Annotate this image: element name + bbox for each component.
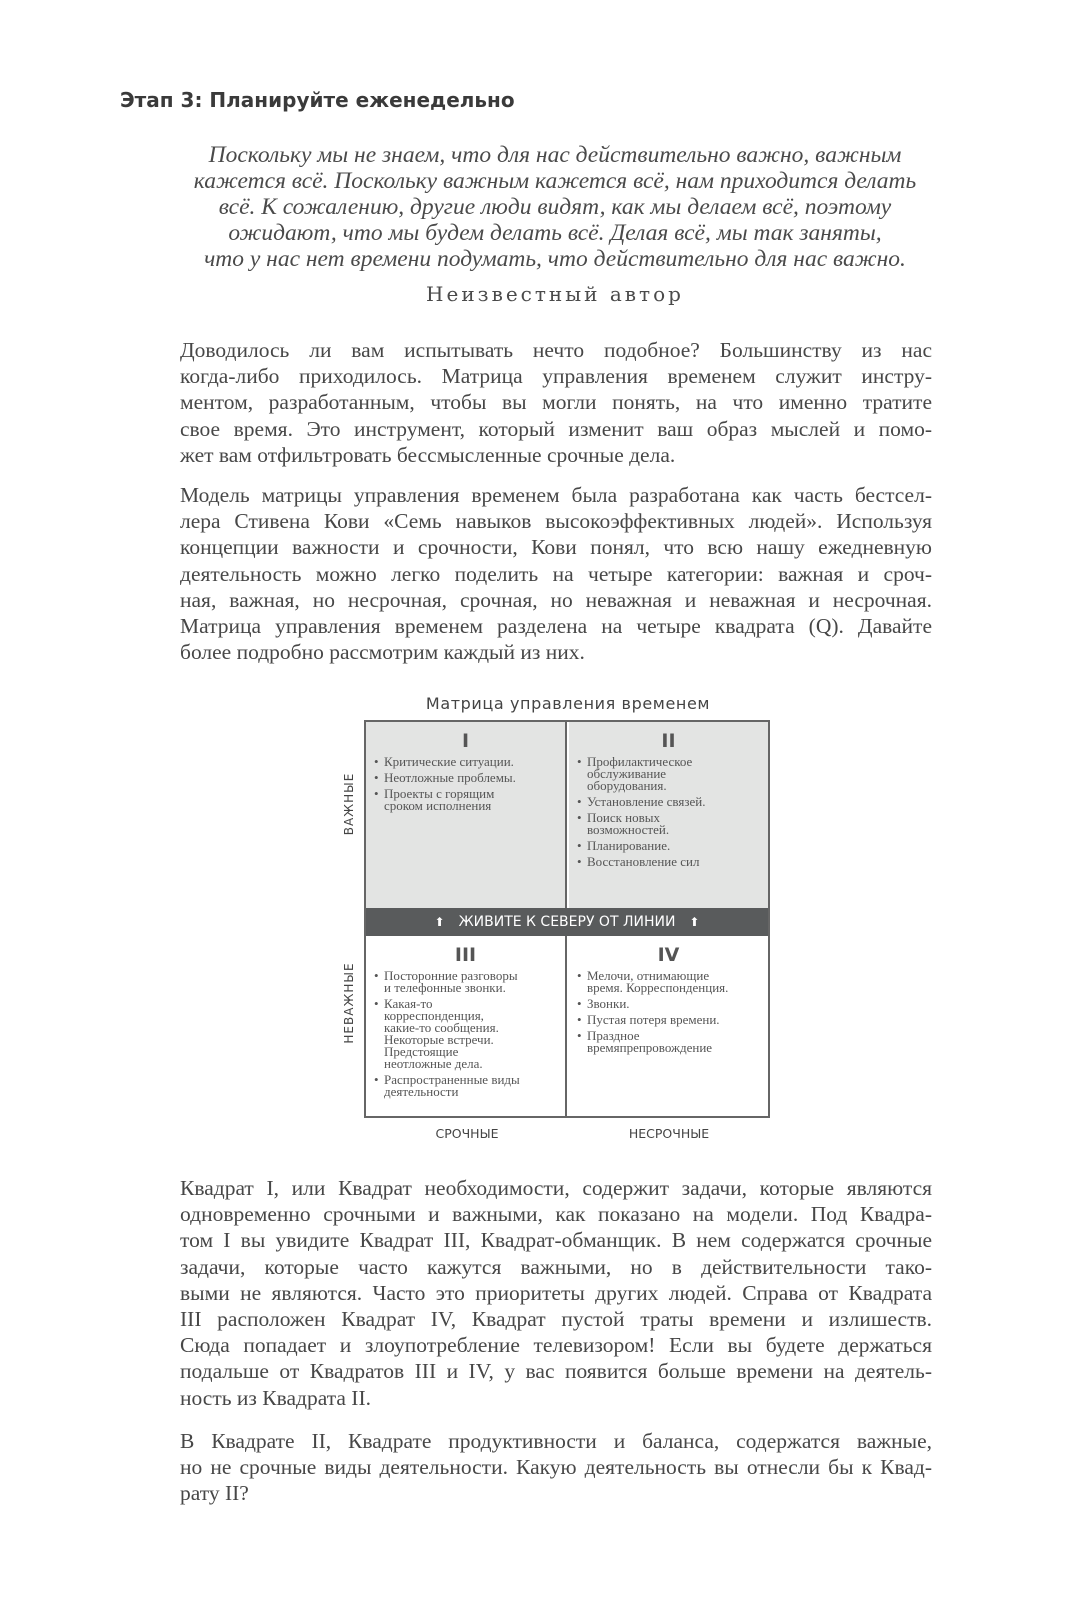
quadrant-number: I (461, 730, 470, 752)
quadrant-item: • Праздное времяпрепровождение (577, 1030, 762, 1054)
paragraph-line: концепции важности и срочности, Кови понял, что всю нашу ежедневную (180, 535, 932, 560)
matrix-title: Матрица управления временем (425, 694, 711, 713)
quadrant-item: • Распространенные виды деятельности (374, 1074, 559, 1098)
epigraph-line: всё. К сожалению, другие люди видят, как мы делаем всё, поэтому (218, 194, 892, 220)
paragraph-line: рату II? (180, 1481, 249, 1506)
quadrant-1 (366, 722, 567, 908)
quadrant-list (569, 756, 768, 868)
quadrant-item: • Пустая потеря времени. (577, 1014, 762, 1026)
col-label-not-urgent: НЕСРОЧНЫЕ (628, 1126, 710, 1141)
paragraph-line: но не срочные виды деятельности. Какую деятельность вы отнесли бы к Квад- (180, 1455, 932, 1480)
paragraph-1 (180, 337, 932, 468)
quadrant-number: II (661, 730, 676, 752)
epigraph (160, 142, 950, 272)
paragraph-line: лера Стивена Кови «Семь навыков высокоэффективных людей». Используя (180, 509, 932, 534)
quadrant-item: • Какая-то корреспонденция, какие-то сообщения. Некоторые встречи. Предстоящие неотложные дела. (374, 998, 559, 1070)
paragraph-line: жет вам отфильтровать бессмысленные срочные дела. (180, 442, 676, 467)
paragraph-line: Квадрат I, или Квадрат необходимости, содержит задачи, которые являются (180, 1176, 932, 1200)
quadrant-item: • Критические ситуации. (374, 756, 559, 768)
paragraph-line: свое время. Это инструмент, который изменит ваш образ мыслей и помо- (180, 416, 932, 441)
paragraph-line: В Квадрате II, Квадрате продуктивности и баланса, содержатся важные, (180, 1429, 932, 1453)
quadrant-list (366, 756, 565, 812)
quadrant-3 (366, 936, 567, 1116)
quadrant-list (569, 970, 768, 1054)
quadrant-list (366, 970, 565, 1098)
epigraph-line: кажется всё. Поскольку важным кажется всё, нам приходится делать (193, 168, 917, 194)
quadrant-item: • Проекты с горящим сроком исполнения (374, 788, 559, 812)
quadrant-item: • Профилактическое обслуживание оборудования. (577, 756, 762, 792)
paragraph-line: Матрица управления временем разделена на четыре квадрата (Q). Давайте (180, 614, 932, 639)
arrow-up-icon: ⬆ (689, 915, 700, 929)
paragraph-line: том I вы увидите Квадрат III, Квадрат-обманщик. В нем содержатся срочные (180, 1228, 932, 1253)
quadrant-item: • Поиск новых возможностей. (577, 812, 762, 836)
paragraph-line: Сюда попадает и злоупотребление телевизором! Если вы будете держаться (180, 1333, 932, 1358)
paragraph-2 (180, 482, 932, 665)
quadrant-2 (569, 722, 768, 908)
quadrant-item: • Установление связей. (577, 796, 762, 808)
quadrant-item: • Планирование. (577, 840, 762, 852)
paragraph-line: ментом, разработанным, чтобы вы могли понять, на что именно тратите (180, 390, 932, 415)
paragraph-line: Доводилось ли вам испытывать нечто подобное? Большинству из нас (180, 338, 932, 362)
paragraph-line: Модель матрицы управления временем была разработана как часть бестсел- (180, 483, 932, 507)
paragraph-line: ность из Квадрата II. (180, 1385, 371, 1410)
epigraph-line: Поскольку мы не знаем, что для нас действительно важно, важным (208, 142, 902, 168)
col-label-urgent: СРОЧНЫЕ (435, 1126, 499, 1141)
quadrant-number: III (454, 944, 477, 966)
paragraph-line: подальше от Квадратов III и IV, у вас появится больше времени на деятель- (180, 1359, 932, 1384)
epigraph-author: Неизвестный автор (426, 282, 684, 306)
quadrant-item: • Звонки. (577, 998, 762, 1010)
epigraph-line: что у нас нет времени подумать, что действительно для нас важно. (204, 246, 906, 272)
row-label-important: ВАЖНЫЕ (342, 772, 356, 836)
paragraph-line: когда-либо приходилось. Матрица управления временем служит инстру- (180, 364, 932, 389)
row-label-unimportant: НЕВАЖНЫЕ (342, 962, 356, 1044)
section-heading: Этап 3: Планируйте еженедельно (120, 88, 515, 112)
paragraph-line: III расположен Квадрат IV, Квадрат пустой траты времени и излишеств. (180, 1307, 932, 1332)
quadrant-number: IV (657, 944, 680, 966)
epigraph-line: ожидают, что мы будем делать всё. Делая всё, мы так заняты, (228, 220, 882, 246)
paragraph-line: одновременно срочными и важными, как показано на модели. Под Квадра- (180, 1202, 932, 1227)
quadrant-item: • Восстановление сил (577, 856, 762, 868)
paragraph-line: более подробно рассмотрим каждый из них. (180, 640, 585, 665)
paragraph-line: деятельность можно легко поделить на четыре категории: важная и сроч- (180, 561, 932, 586)
quadrant-item: • Посторонние разговоры и телефонные звонки. (374, 970, 559, 994)
band-label: ЖИВИТЕ К СЕВЕРУ ОТ ЛИНИИ (458, 914, 676, 930)
paragraph-line: ная, важная, но несрочная, срочная, но неважная и неважная и несрочная. (180, 587, 932, 612)
time-management-matrix (364, 720, 770, 1118)
quadrant-4 (569, 936, 768, 1116)
paragraph-4 (180, 1428, 932, 1507)
paragraph-3 (180, 1175, 932, 1411)
quadrant-item: • Мелочи, отнимающие время. Корреспонденция. (577, 970, 762, 994)
paragraph-line: выми не являются. Часто это приоритеты других людей. Справа от Квадрата (180, 1280, 932, 1305)
live-north-band (366, 908, 768, 936)
arrow-up-icon: ⬆ (434, 915, 445, 929)
paragraph-line: задачи, которые часто кажутся важными, но в действительности тако- (180, 1254, 932, 1279)
quadrant-item: • Неотложные проблемы. (374, 772, 559, 784)
